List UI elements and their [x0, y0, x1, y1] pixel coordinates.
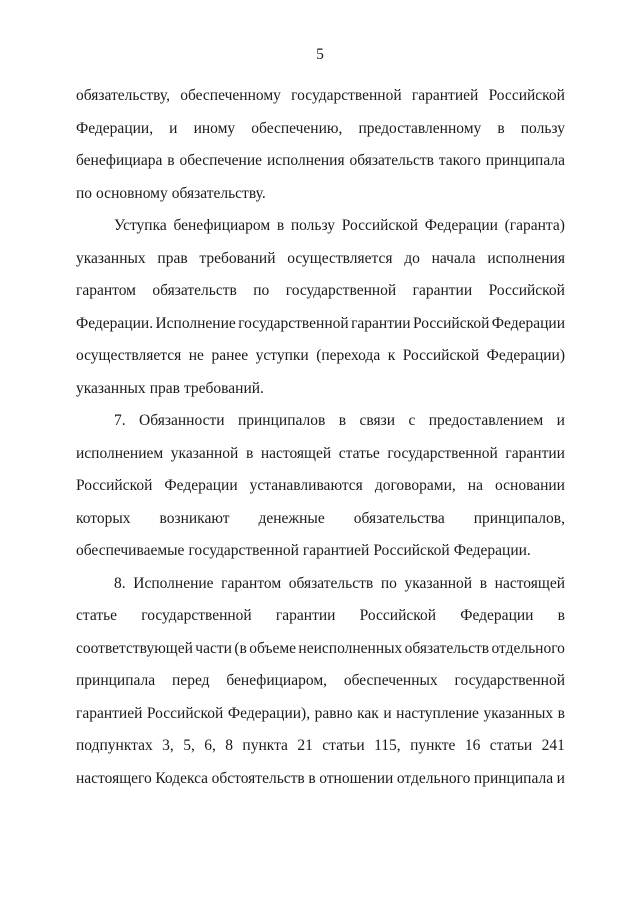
word: уступки	[255, 347, 309, 364]
word: подпунктах	[76, 737, 153, 754]
word: и	[383, 704, 392, 722]
word: 241	[541, 737, 565, 754]
word: гарантией	[302, 542, 370, 559]
word: в	[479, 574, 488, 592]
word: государственной	[291, 87, 402, 104]
word: обеспеченных	[343, 672, 438, 689]
word: Кодекса	[155, 769, 209, 787]
word: указанных	[76, 249, 146, 267]
word: части	[195, 639, 232, 657]
word: Российской	[488, 282, 565, 299]
text-line	[76, 377, 565, 410]
word: гарантии	[412, 282, 473, 299]
word: обязательству,	[76, 87, 170, 104]
word: гарантией	[411, 87, 479, 104]
word: устанавливаются	[249, 477, 363, 494]
word: гарантом	[76, 282, 136, 299]
word: в	[338, 412, 347, 429]
word: основному	[96, 184, 168, 202]
word: Российской	[402, 347, 480, 364]
text-line	[76, 507, 565, 540]
word: обязательств	[288, 574, 374, 592]
text-line	[76, 344, 565, 377]
word: обеспеченному	[180, 87, 281, 104]
word: 115,	[374, 737, 401, 754]
word: с	[408, 412, 416, 429]
word: наступление	[396, 704, 479, 722]
word: бенефициаром,	[226, 672, 327, 689]
text-line	[76, 149, 565, 182]
word: до	[404, 249, 420, 267]
word: в	[497, 119, 505, 137]
word: в	[276, 217, 285, 234]
word: на	[467, 477, 483, 494]
word: принципала	[485, 152, 565, 169]
text-line	[76, 702, 565, 735]
word: пользу	[290, 217, 336, 234]
word: гарантии	[275, 607, 336, 624]
word: гарантии	[351, 314, 411, 332]
word: Российской	[146, 704, 224, 722]
word: Уступка	[114, 217, 167, 234]
word: Российской	[373, 542, 450, 559]
word: указанных	[483, 704, 554, 722]
word: Федерации.	[76, 314, 154, 332]
text-line	[76, 312, 565, 345]
word: бенефициара	[76, 152, 163, 169]
word: статье	[76, 607, 118, 624]
word: Федерации,	[76, 119, 154, 137]
word: 8.	[114, 574, 126, 592]
word: в	[308, 769, 316, 787]
word: обязательств	[404, 639, 490, 657]
word: настоящей	[260, 444, 332, 462]
word: настоящей	[494, 574, 565, 592]
word: договорами,	[374, 477, 456, 494]
word: неисполненных	[298, 639, 403, 657]
word: Федерации	[491, 314, 565, 332]
word: пункте	[410, 737, 456, 754]
word: такого	[438, 152, 481, 169]
page-number: 5	[316, 46, 324, 63]
word: Федерации	[164, 477, 238, 494]
word: обязательству.	[171, 184, 266, 202]
word: начала	[431, 249, 476, 267]
word: настоящего	[76, 769, 152, 787]
word: Российской	[413, 314, 490, 332]
word: предоставлением	[428, 412, 544, 429]
word: 16	[464, 737, 481, 754]
word: государственной	[387, 444, 498, 462]
word: осуществляется	[287, 249, 393, 267]
word: государственной	[238, 314, 349, 332]
paragraph	[76, 409, 565, 572]
word: гарантии	[505, 444, 565, 462]
word: пункта	[242, 737, 288, 754]
word: и	[556, 412, 565, 429]
word: принципала	[473, 769, 554, 787]
word: Российской	[341, 217, 419, 234]
word: государственной	[188, 542, 299, 559]
word: основании	[495, 477, 565, 494]
word: отношении	[319, 769, 394, 787]
paragraph	[76, 214, 565, 409]
text-line	[76, 604, 565, 637]
word: Обязанности	[139, 412, 225, 429]
document-body	[76, 84, 565, 799]
word: прав	[149, 379, 180, 397]
text-line	[76, 279, 565, 312]
word: исполнения	[487, 249, 565, 267]
text-line	[76, 572, 565, 605]
word: по	[380, 574, 397, 592]
word: статьи	[489, 737, 533, 754]
word: в	[557, 704, 565, 722]
word: к	[387, 347, 396, 364]
word: Федерации	[460, 607, 534, 624]
text-line	[76, 214, 565, 247]
text-line	[76, 442, 565, 475]
word: статье	[338, 444, 380, 462]
word: исполнением	[76, 444, 164, 462]
word: обязательства	[353, 509, 445, 527]
word: требований	[199, 249, 276, 267]
word: соответствующей	[76, 639, 193, 657]
word: в	[167, 152, 175, 169]
word: и	[556, 769, 565, 787]
word: обеспечиваемые	[76, 542, 185, 559]
word: обеспечение	[179, 152, 263, 169]
word: 3,	[162, 737, 174, 754]
word: государственной	[141, 607, 252, 624]
word: Российской	[76, 477, 153, 494]
word: статьи	[322, 737, 365, 754]
text-line	[76, 409, 565, 442]
word: по	[76, 184, 93, 202]
word: связи	[359, 412, 396, 429]
word: 6,	[204, 737, 216, 754]
word: принципалов	[237, 412, 326, 429]
text-line	[76, 669, 565, 702]
word: отдельного	[491, 639, 565, 657]
word: указанных	[76, 379, 146, 397]
word: Федерации.	[453, 542, 531, 559]
word: 21	[297, 737, 313, 754]
paragraph	[76, 84, 565, 214]
text-line	[76, 182, 565, 215]
text-line	[76, 637, 565, 670]
word: 8	[225, 737, 233, 754]
word: указанной	[404, 574, 473, 592]
word: пользу	[520, 119, 565, 137]
word: Исполнение	[133, 574, 214, 592]
text-line	[76, 734, 565, 767]
word: обязательств	[349, 152, 434, 169]
word: указанной	[170, 444, 239, 462]
word: государственной	[285, 282, 397, 299]
word: возникают	[159, 509, 230, 527]
word: бенефициаром	[173, 217, 271, 234]
word: Исполнение	[155, 314, 236, 332]
word: равно	[314, 704, 353, 722]
word: осуществляется	[76, 347, 182, 364]
word: прав	[157, 249, 188, 267]
word: гарантом	[221, 574, 282, 592]
word: Российской	[488, 87, 565, 104]
word: (в	[234, 639, 247, 657]
word: как	[357, 704, 379, 722]
word: перед	[172, 672, 210, 689]
word: обстоятельств	[211, 769, 305, 787]
word: денежные	[258, 509, 325, 527]
word: обеспечению,	[251, 119, 343, 137]
word: 7.	[114, 412, 126, 429]
word: гарантией	[76, 704, 143, 722]
word: Федерации)	[486, 347, 565, 364]
word: требований.	[183, 379, 264, 397]
word: предоставленному	[358, 119, 482, 137]
word: (гаранта)	[504, 217, 565, 234]
word: 5,	[183, 737, 195, 754]
paragraph	[76, 572, 565, 800]
word: принципалов,	[473, 509, 565, 527]
word: в	[557, 607, 565, 624]
word: Федерации),	[227, 704, 311, 722]
word: ранее	[211, 347, 249, 364]
text-line	[76, 474, 565, 507]
word: по	[253, 282, 270, 299]
word: Федерации	[424, 217, 498, 234]
text-line	[76, 539, 565, 572]
word: отдельного	[396, 769, 471, 787]
word: государственной	[454, 672, 565, 689]
word: исполнения	[266, 152, 345, 169]
word: принципала	[76, 672, 156, 689]
text-line	[76, 84, 565, 117]
word: (перехода	[316, 347, 381, 364]
word: которых	[76, 509, 131, 527]
word: Российской	[359, 607, 437, 624]
word: иному	[193, 119, 236, 137]
word: не	[188, 347, 204, 364]
word: и	[169, 119, 178, 137]
word: объеме	[249, 639, 297, 657]
text-line	[76, 117, 565, 150]
word: в	[245, 444, 254, 462]
text-line	[76, 247, 565, 280]
text-line	[76, 767, 565, 800]
word: обязательств	[152, 282, 237, 299]
